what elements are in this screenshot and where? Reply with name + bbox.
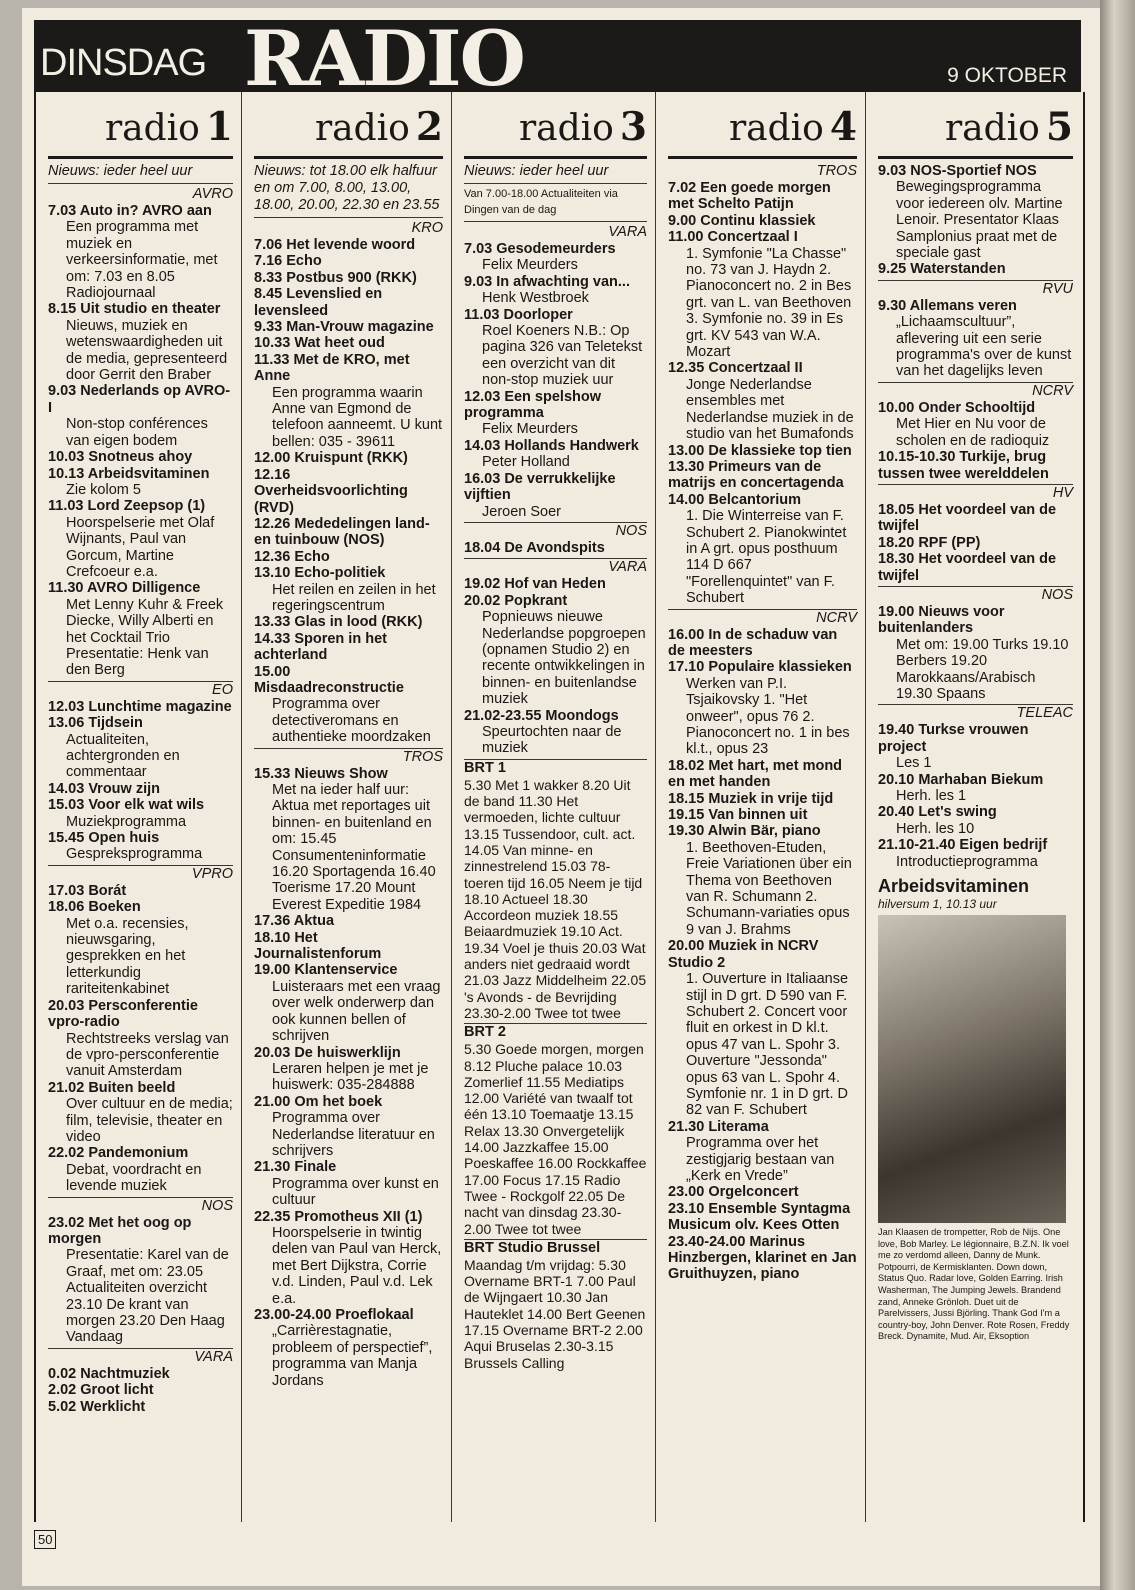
program-entry	[668, 213, 857, 229]
program-description: „Carrièrestagnatie, probleem of perspectief”, programma van Manja Jordans	[272, 1323, 433, 1389]
program-title: 11.00 Concertzaal I	[668, 229, 798, 246]
program-description: 1. Beethoven-Etuden, Freie Variationen über ein Thema von Beethoven van R. Schumann 2. Schumann-variaties opus 9 van J. Brahms	[686, 839, 852, 938]
program-entry	[254, 1159, 443, 1208]
program-description: Non-stop conférences van eigen bodem	[66, 416, 208, 449]
program-title: 16.03 De verrukkelijke vijftien	[464, 470, 616, 504]
feature-caption: Jan Klaasen de trompetter, Rob de Nijs. One love, Bob Marley. Le légionnaire, B.Z.N. Ik voel me zo verdomd alleen, Danny de Munk. Potpourri, de Kermisklanten. Down down, Status Quo. Radar love, Golden Earring. Irish Washerman, The Jumping Jewels. Brandend zand, Anneke Grönloh. Duet uit de Parelvissers, Jussi Björling. Thank God I'm a country-boy, John Denver. Rote Rosen, Freddy Breck. Dynamite, Mud. Air, Eksoption	[878, 1227, 1070, 1342]
header-day: DINSDAG	[40, 42, 207, 84]
program-entry	[254, 335, 443, 351]
program-entry	[878, 837, 1073, 870]
program-entry	[48, 580, 233, 678]
page-header	[34, 20, 1081, 92]
program-title: 13.06 Tijdsein	[48, 715, 143, 732]
program-entry	[878, 722, 1073, 771]
program-description: Jeroen Soer	[482, 503, 561, 520]
page-number: 50	[34, 1530, 56, 1549]
program-description: Herh. les 1	[896, 788, 967, 804]
program-entry	[878, 163, 1073, 261]
broadcaster-label: TROS	[402, 748, 443, 765]
program-entry	[254, 913, 443, 929]
program-entry	[48, 715, 233, 781]
program-title: 19.02 Hof van Heden	[464, 576, 606, 593]
program-entry	[464, 274, 647, 307]
program-title: 7.06 Het levende woord	[254, 237, 416, 253]
program-entry	[878, 604, 1073, 702]
program-entry	[254, 286, 443, 319]
column-heading-label: radio	[104, 108, 200, 149]
broadcaster-label: NOS	[1041, 586, 1073, 603]
program-entry	[464, 471, 647, 520]
program-entry	[254, 930, 443, 963]
program-entry	[254, 516, 443, 549]
program-entry	[668, 180, 857, 213]
program-title: 23.40-24.00 Marinus Hinzbergen, klarinet en Jan Gruithuyzen, piano	[668, 1233, 857, 1283]
program-description: Muziekprogramma	[66, 813, 187, 830]
program-title: 23.00-24.00 Proeflokaal	[254, 1307, 414, 1323]
column-heading	[48, 92, 233, 159]
station-schedule: 5.30 Goede morgen, morgen 8.12 Pluche palace 10.03 Zomerlief 11.55 Mediatips 12.00 Variété van twaalf tot één 13.10 Toemaatje 13.15 Relax 13.30 Onvergetelijk 14.00 Jazzkaffee 15.00 Poeskaffee 16.00 Rockkaffee 17.00 Focus 17.15 Radio Twee - Rockgolf 22.05 De nacht van dinsdag 23.30-2.00 Twee tot twee	[464, 1041, 647, 1237]
broadcaster-label: TELEAC	[1016, 705, 1073, 722]
column-heading-label: radio	[518, 108, 614, 149]
broadcaster-label: NCRV	[816, 609, 857, 626]
news-note: Nieuws: ieder heel uur	[464, 163, 647, 184]
program-description: Rechtstreeks verslag van de vpro-persconferentie vanuit Amsterdam	[66, 1030, 229, 1080]
program-entry	[48, 498, 233, 580]
broadcaster-label: EO	[212, 681, 233, 698]
news-note-secondary: Van 7.00-18.00 Actualiteiten via Dingen van de dag	[464, 186, 647, 222]
station-title: BRT 1	[464, 759, 506, 776]
program-title: 18.02 Met hart, met mond en met handen	[668, 757, 843, 791]
column-heading	[668, 92, 857, 159]
program-title: 19.00 Klantenservice	[254, 962, 398, 979]
broadcaster-label: HV	[1052, 484, 1073, 501]
program-entry	[668, 492, 857, 607]
program-entry	[878, 298, 1073, 380]
program-title: 7.16 Echo	[254, 253, 322, 270]
program-title: 0.02 Nachtmuziek	[48, 1365, 170, 1382]
program-description: Nieuws, muziek en wetenswaardigheden uit de media, gepresenteerd door Gerrit den Braber	[66, 317, 228, 384]
program-title: 19.30 Alwin Bär, piano	[668, 823, 821, 840]
program-entry	[48, 883, 233, 899]
program-title: 17.36 Aktua	[254, 913, 335, 930]
program-description: Hoorspelserie met Olaf Wijnants, Paul van Gorcum, Martine Crefcoeur e.a.	[66, 514, 215, 580]
column-heading-label: radio	[728, 108, 824, 149]
program-description: Luisteraars met een vraag over welk onderwerp dan ook kunnen bellen of schrijven	[272, 978, 441, 1045]
program-entry	[254, 270, 443, 286]
program-entry	[254, 1045, 443, 1094]
program-title: 9.33 Man-Vrouw magazine	[254, 319, 434, 336]
program-description: Programma over het zestigjarig bestaan van „Kerk en Vrede”	[686, 1135, 835, 1184]
program-title: 21.02-23.55 Moondogs	[464, 707, 619, 724]
program-entry	[464, 307, 647, 389]
program-title: 18.30 Het voordeel van de twijfel	[878, 551, 1057, 584]
broadcaster-label: VARA	[608, 559, 647, 576]
program-entry	[254, 237, 443, 253]
program-title: 18.06 Boeken	[48, 899, 141, 916]
program-title: 21.30 Literama	[668, 1118, 769, 1135]
program-title: 12.03 Lunchtime magazine	[48, 698, 232, 715]
program-description: 1. Ouverture in Italiaanse stijl in D grt. D 590 van F. Schubert 2. Concert voor fluit en orkest in D kl.t. opus 47 van L. Spohr 3. Ouverture "Jessonda" opus 63 van L. Spohr 4. Symfonie nr. 1 in D grt. D 82 van F. Schubert	[686, 971, 849, 1119]
program-entry	[668, 627, 857, 660]
column-radio-4	[656, 92, 866, 1522]
program-title: 8.33 Postbus 900 (RKK)	[254, 269, 417, 286]
program-title: 21.02 Buiten beeld	[48, 1079, 176, 1096]
program-entry	[254, 664, 443, 746]
broadcaster-label: NOS	[615, 522, 647, 539]
station-title: BRT Studio Brussel	[464, 1239, 601, 1256]
broadcaster-label: RVU	[1042, 280, 1073, 297]
program-title: 15.45 Open huis	[48, 830, 160, 847]
program-entry	[48, 899, 233, 997]
program-title: 12.00 Kruispunt (RKK)	[254, 450, 408, 467]
program-title: 22.35 Promotheus XII (1)	[254, 1208, 423, 1225]
program-title: 14.03 Hollands Handwerk	[464, 437, 639, 454]
program-title: 15.00 Misdaadreconstructie	[254, 663, 404, 696]
program-title: 20.00 Muziek in NCRV Studio 2	[668, 938, 819, 971]
program-description: Peter Holland	[482, 454, 570, 471]
column-heading-label: radio	[314, 108, 410, 149]
program-entry	[254, 450, 443, 466]
program-description: Met om: 19.00 Turks 19.10 Berbers 19.20 Marokkaans/Arabisch 19.30 Spaans	[896, 636, 1069, 702]
program-entry	[254, 253, 443, 269]
column-radio-3	[452, 92, 656, 1522]
program-entry	[668, 360, 857, 442]
broadcaster-label: KRO	[411, 220, 443, 236]
program-description: Popnieuws nieuwe Nederlandse popgroepen (opnamen Studio 2) en recente ontwikkelingen in binnen- en buitenlandse muziek	[482, 609, 646, 708]
program-entry	[878, 400, 1073, 449]
program-title: 18.10 Het Journalistenforum	[254, 929, 382, 963]
program-title: 19.15 Van binnen uit	[668, 807, 808, 824]
feature-title: Arbeidsvitaminen	[878, 876, 1030, 897]
program-title: 9.25 Waterstanden	[878, 261, 1006, 278]
program-title: 18.20 RPF (PP)	[878, 534, 981, 551]
program-entry	[254, 1307, 443, 1389]
broadcaster-label: TROS	[816, 163, 857, 179]
program-description: Jonge Nederlandse ensembles met Nederlandse muziek in de studio van het Bumafonds	[686, 376, 854, 443]
program-title: 7.02 Een goede morgen met Schelto Patijn	[668, 180, 831, 213]
program-title: 20.40 Let's swing	[878, 804, 997, 821]
program-description: Programma over detectiveromans en authentieke moordzaken	[272, 696, 431, 746]
program-description: Zie kolom 5	[66, 481, 141, 498]
program-description: Leraren helpen je met je huiswerk: 035-284888	[272, 1060, 429, 1094]
program-entry	[878, 502, 1073, 535]
program-entry	[668, 1184, 857, 1200]
program-title: 13.00 De klassieke top tien	[668, 442, 852, 459]
news-note: Nieuws: tot 18.00 elk halfuur en om 7.00, 8.00, 13.00, 18.00, 20.00, 22.30 en 23.55	[254, 163, 443, 218]
column-heading-number: 5	[1045, 104, 1073, 150]
program-entry	[48, 383, 233, 449]
program-title: 20.10 Marhaban Biekum	[878, 771, 1044, 788]
program-description: Roel Koeners N.B.: Op pagina 326 van Teletekst een overzicht van dit non-stop muziek uur	[482, 323, 643, 389]
program-description: „Lichaamscultuur”, aflevering uit een serie programma's over de kunst van het dagelijks leven	[896, 314, 1072, 380]
program-title: 9.00 Continu klassiek	[668, 212, 816, 229]
program-entry	[48, 1382, 233, 1398]
program-title: 9.03 Nederlands op AVRO-I	[48, 383, 231, 416]
program-description: Met Hier en Nu voor de scholen en de radioquiz	[896, 416, 1050, 449]
column-heading-number: 4	[829, 104, 857, 150]
broadcaster-label: VARA	[608, 224, 647, 240]
broadcaster-label: VPRO	[191, 865, 233, 882]
feature-subtitle: hilversum 1, 10.13 uur	[878, 897, 997, 912]
program-description: 1. Die Winterreise van F. Schubert 2. Pianokwintet in A grt. opus posthuum 114 D 667 "Forellenquintet" van F. Schubert	[686, 508, 847, 607]
program-entry	[48, 1399, 233, 1415]
program-entry	[48, 203, 233, 301]
program-entry	[878, 772, 1073, 805]
program-title: 16.00 In de schaduw van de meesters	[668, 626, 838, 659]
program-entry	[254, 766, 443, 914]
program-entry	[254, 1094, 443, 1160]
program-description: Speurtochten naar de muziek	[482, 723, 622, 757]
program-entry	[464, 708, 647, 757]
program-entry	[878, 261, 1073, 277]
program-title: 17.03 Borát	[48, 882, 127, 899]
program-entry	[48, 998, 233, 1080]
column-heading	[464, 92, 647, 159]
program-description: Werken van P.I. Tsjaikovsky 1. "Het onweer", opus 76 2. Pianoconcert no. 1 in bes kl.t., opus 23	[686, 675, 850, 758]
program-title: 19.00 Nieuws voor buitenlanders	[878, 603, 1005, 637]
broadcaster-label: VARA	[194, 1348, 233, 1365]
program-entry	[254, 614, 443, 630]
program-description: Een programma waarin Anne van Egmond de telefoon aanneemt. U kunt bellen: 035 - 39611	[272, 384, 443, 450]
column-heading	[878, 92, 1073, 159]
program-title: 10.33 Wat heet oud	[254, 335, 385, 352]
program-entry	[254, 631, 443, 664]
program-entry	[668, 807, 857, 823]
program-entry	[48, 781, 233, 797]
program-entry	[48, 1366, 233, 1382]
program-description: Felix Meurders	[482, 257, 578, 274]
program-title: 9.03 In afwachting van...	[464, 273, 630, 290]
program-title: 20.02 Popkrant	[464, 592, 568, 609]
program-title: 11.03 Lord Zeepsop (1)	[48, 498, 206, 515]
program-title: 2.02 Groot licht	[48, 1382, 154, 1399]
program-title: 11.33 Met de KRO, met Anne	[254, 351, 410, 385]
program-description: Bewegingsprogramma voor iedereen olv. Martine Lenoir. Presentator Klaas Samplonius praat met de speciale gast	[896, 179, 1063, 262]
program-description: Herh. les 10	[896, 820, 975, 837]
column-heading	[254, 92, 443, 159]
column-heading-number: 2	[415, 104, 443, 150]
program-description: Felix Meurders	[482, 421, 578, 438]
program-entry	[464, 438, 647, 471]
program-description: Henk Westbroek	[482, 290, 589, 307]
program-entry	[878, 449, 1073, 482]
program-description: 1. Symfonie "La Chasse" no. 73 van J. Haydn 2. Pianoconcert no. 2 in Bes grt. van L. van Beethoven 3. Symfonie no. 39 in Es grt. KV 543 van W.A. Mozart	[686, 245, 852, 361]
program-entry	[668, 758, 857, 791]
broadcaster-label: NOS	[201, 1197, 233, 1214]
station-schedule: Maandag t/m vrijdag: 5.30 Overname BRT-1 7.00 Paul de Wijngaert 10.30 Jan Hauteklet 14.00 Bert Geenen 17.15 Overname BRT-2 2.00 Aqui Bruselas 2.30-3.15 Brussels Calling	[464, 1256, 646, 1371]
program-title: 23.10 Ensemble Syntagma Musicum olv. Kees Otten	[668, 1200, 851, 1234]
program-description: Gespreksprogramma	[66, 846, 203, 863]
program-title: 23.02 Met het oog op morgen	[48, 1214, 192, 1247]
program-entry	[48, 1145, 233, 1194]
column-heading-number: 1	[205, 104, 233, 150]
program-entry	[254, 467, 443, 516]
column-heading-label: radio	[944, 108, 1040, 149]
program-title: 10.15-10.30 Turkije, brug tussen twee werelddelen	[878, 449, 1049, 482]
program-title: 7.03 Gesodemeurders	[464, 241, 616, 257]
program-entry	[464, 576, 647, 592]
program-description: Les 1	[896, 755, 932, 772]
program-title: 21.00 Om het boek	[254, 1093, 383, 1110]
program-title: 15.03 Voor elk wat wils	[48, 797, 205, 814]
program-description: Presentatie: Karel van de Graaf, met om: 23.05 Actualiteiten overzicht 23.10 De krant van morgen 23.20 Den Haag Vandaag	[66, 1247, 229, 1346]
program-title: 12.35 Concertzaal II	[668, 360, 803, 377]
program-description: Over cultuur en de media; film, televisie, theater en video	[66, 1096, 233, 1145]
news-note: Nieuws: ieder heel uur	[48, 163, 233, 184]
program-title: 5.02 Werklicht	[48, 1398, 146, 1415]
program-description: Debat, voordracht en levende muziek	[66, 1161, 202, 1195]
program-title: 12.26 Mededelingen land- en tuinbouw (NOS)	[254, 515, 430, 549]
program-entry	[668, 1234, 857, 1283]
column-radio-1	[36, 92, 242, 1522]
program-entry	[464, 389, 647, 438]
program-title: 10.00 Onder Schooltijd	[878, 399, 1036, 416]
program-entry	[464, 241, 647, 274]
program-entry	[668, 938, 857, 1118]
program-description: Introductieprogramma	[896, 853, 1038, 870]
program-entry	[254, 319, 443, 335]
program-entry	[254, 1209, 443, 1307]
page-spine	[1100, 0, 1135, 1590]
program-entry	[668, 1201, 857, 1234]
program-description: Het reilen en zeilen in het regeringscentrum	[272, 581, 436, 614]
program-entry	[878, 551, 1073, 584]
program-title: 11.03 Doorloper	[464, 306, 573, 323]
program-title: 12.03 Een spelshow programma	[464, 388, 602, 422]
program-title: 7.03 Auto in? AVRO aan	[48, 203, 212, 219]
column-radio-5	[866, 92, 1081, 1522]
broadcaster-label: NCRV	[1032, 382, 1073, 399]
program-title: 23.00 Orgelconcert	[668, 1184, 799, 1201]
program-description: Met Lenny Kuhr & Freek Diecke, Willy Alberti en het Cocktail Trio Presentatie: Henk van den Berg	[66, 596, 224, 679]
program-title: 8.45 Levenslied en levensleed	[254, 286, 383, 319]
program-title: 14.33 Sporen in het achterland	[254, 630, 387, 664]
program-entry	[668, 659, 857, 757]
program-entry	[48, 1080, 233, 1146]
program-title: 13.10 Echo-politiek	[254, 565, 386, 582]
program-title: 12.16 Overheidsvoorlichting (RVD)	[254, 466, 408, 516]
program-title: 9.30 Allemans veren	[878, 297, 1017, 314]
program-title: 14.03 Vrouw zijn	[48, 780, 161, 797]
feature-photo	[878, 915, 1066, 1223]
program-entry	[878, 804, 1073, 837]
program-entry	[48, 1215, 233, 1346]
program-entry	[254, 565, 443, 614]
program-title: 13.33 Glas in lood (RKK)	[254, 614, 423, 631]
program-description: Programma over Nederlandse literatuur en schrijvers	[272, 1110, 435, 1159]
header-section: RADIO	[244, 20, 524, 92]
program-title: 10.03 Snotneus ahoy	[48, 449, 193, 466]
program-entry	[668, 1119, 857, 1185]
program-title: 18.05 Het voordeel van de twijfel	[878, 501, 1057, 535]
station-schedule: 5.30 Met 1 wakker 8.20 Uit de band 11.30 Het vermoeden, lichte cultuur 13.15 Tussendoor, cult. act. 14.05 Van minne- en zinnestrelend 15.03 78-toeren tijd 16.05 Neem je tijd 18.10 Actueel 18.30 Accordeon muziek 18.55 Beiaardmuziek 19.10 Act. 19.34 Voel je thuis 20.03 Wat anders niet gedraaid wordt 21.03 Jazz Middelheim 22.05 's Avonds - de Bevrijding 23.30-2.00 Twee tot twee	[464, 776, 647, 1021]
program-entry	[668, 443, 857, 459]
program-entry	[668, 229, 857, 360]
program-entry	[254, 962, 443, 1044]
program-title: 15.33 Nieuws Show	[254, 765, 388, 782]
program-title: 21.10-21.40 Eigen bedrijf	[878, 837, 1048, 854]
program-entry	[254, 352, 443, 450]
program-title: 18.04 De Avondspits	[464, 539, 605, 556]
program-description: Actualiteiten, achtergronden en commentaar	[66, 731, 180, 781]
station-title: BRT 2	[464, 1024, 506, 1041]
program-title: 10.13 Arbeidsvitaminen	[48, 465, 210, 482]
program-description: Met o.a. recensies, nieuwsgaring, gesprekken en het letterkundig rariteitenkabinet	[66, 915, 189, 998]
program-entry	[668, 823, 857, 938]
program-entry	[48, 699, 233, 715]
program-title: 18.15 Muziek in vrije tijd	[668, 790, 834, 807]
program-entry	[48, 301, 233, 383]
column-radio-2	[242, 92, 452, 1522]
program-description: Hoorspelserie in twintig delen van Paul van Herck, met Bert Dijkstra, Corrie v.d. Linden, Paul v.d. Lek e.a.	[272, 1224, 442, 1307]
program-entry	[48, 797, 233, 830]
program-entry	[668, 459, 857, 492]
program-entry	[464, 593, 647, 708]
program-entry	[878, 535, 1073, 551]
program-entry	[48, 466, 233, 499]
program-title: 13.30 Primeurs van de matrijs en concertagenda	[668, 458, 844, 492]
program-description: Programma over kunst en cultuur	[272, 1175, 439, 1209]
program-title: 9.03 NOS-Sportief NOS	[878, 163, 1037, 179]
program-title: 11.30 AVRO Dilligence	[48, 580, 201, 597]
column-heading-number: 3	[619, 104, 647, 150]
header-date: 9 OKTOBER	[947, 64, 1067, 87]
broadcaster-label: AVRO	[192, 186, 233, 202]
program-title: 17.10 Populaire klassieken	[668, 659, 852, 676]
program-title: 20.03 De huiswerklijn	[254, 1044, 401, 1061]
program-entry	[48, 830, 233, 863]
listings-grid	[34, 92, 1085, 1522]
program-description: Met na ieder half uur: Aktua met reportages uit binnen- en buitenland en om: 15.45 Consumenteninformatie 16.20 Sportagenda 16.40 Toerisme 17.20 Mount Everest Expeditie 1984	[272, 782, 436, 913]
program-description: Een programma met muziek en verkeersinformatie, met om: 7.03 en 8.05 Radiojournaal	[66, 219, 218, 302]
program-title: 12.36 Echo	[254, 548, 330, 565]
program-title: 14.00 Belcantorium	[668, 491, 801, 508]
program-entry	[668, 791, 857, 807]
program-entry	[464, 540, 647, 556]
program-title: 8.15 Uit studio en theater	[48, 301, 221, 318]
program-entry	[254, 549, 443, 565]
program-title: 22.02 Pandemonium	[48, 1145, 189, 1162]
program-title: 20.03 Persconferentie vpro-radio	[48, 997, 198, 1031]
program-title: 21.30 Finale	[254, 1159, 337, 1176]
program-title: 19.40 Turkse vrouwen project	[878, 722, 1029, 755]
program-entry	[48, 449, 233, 465]
